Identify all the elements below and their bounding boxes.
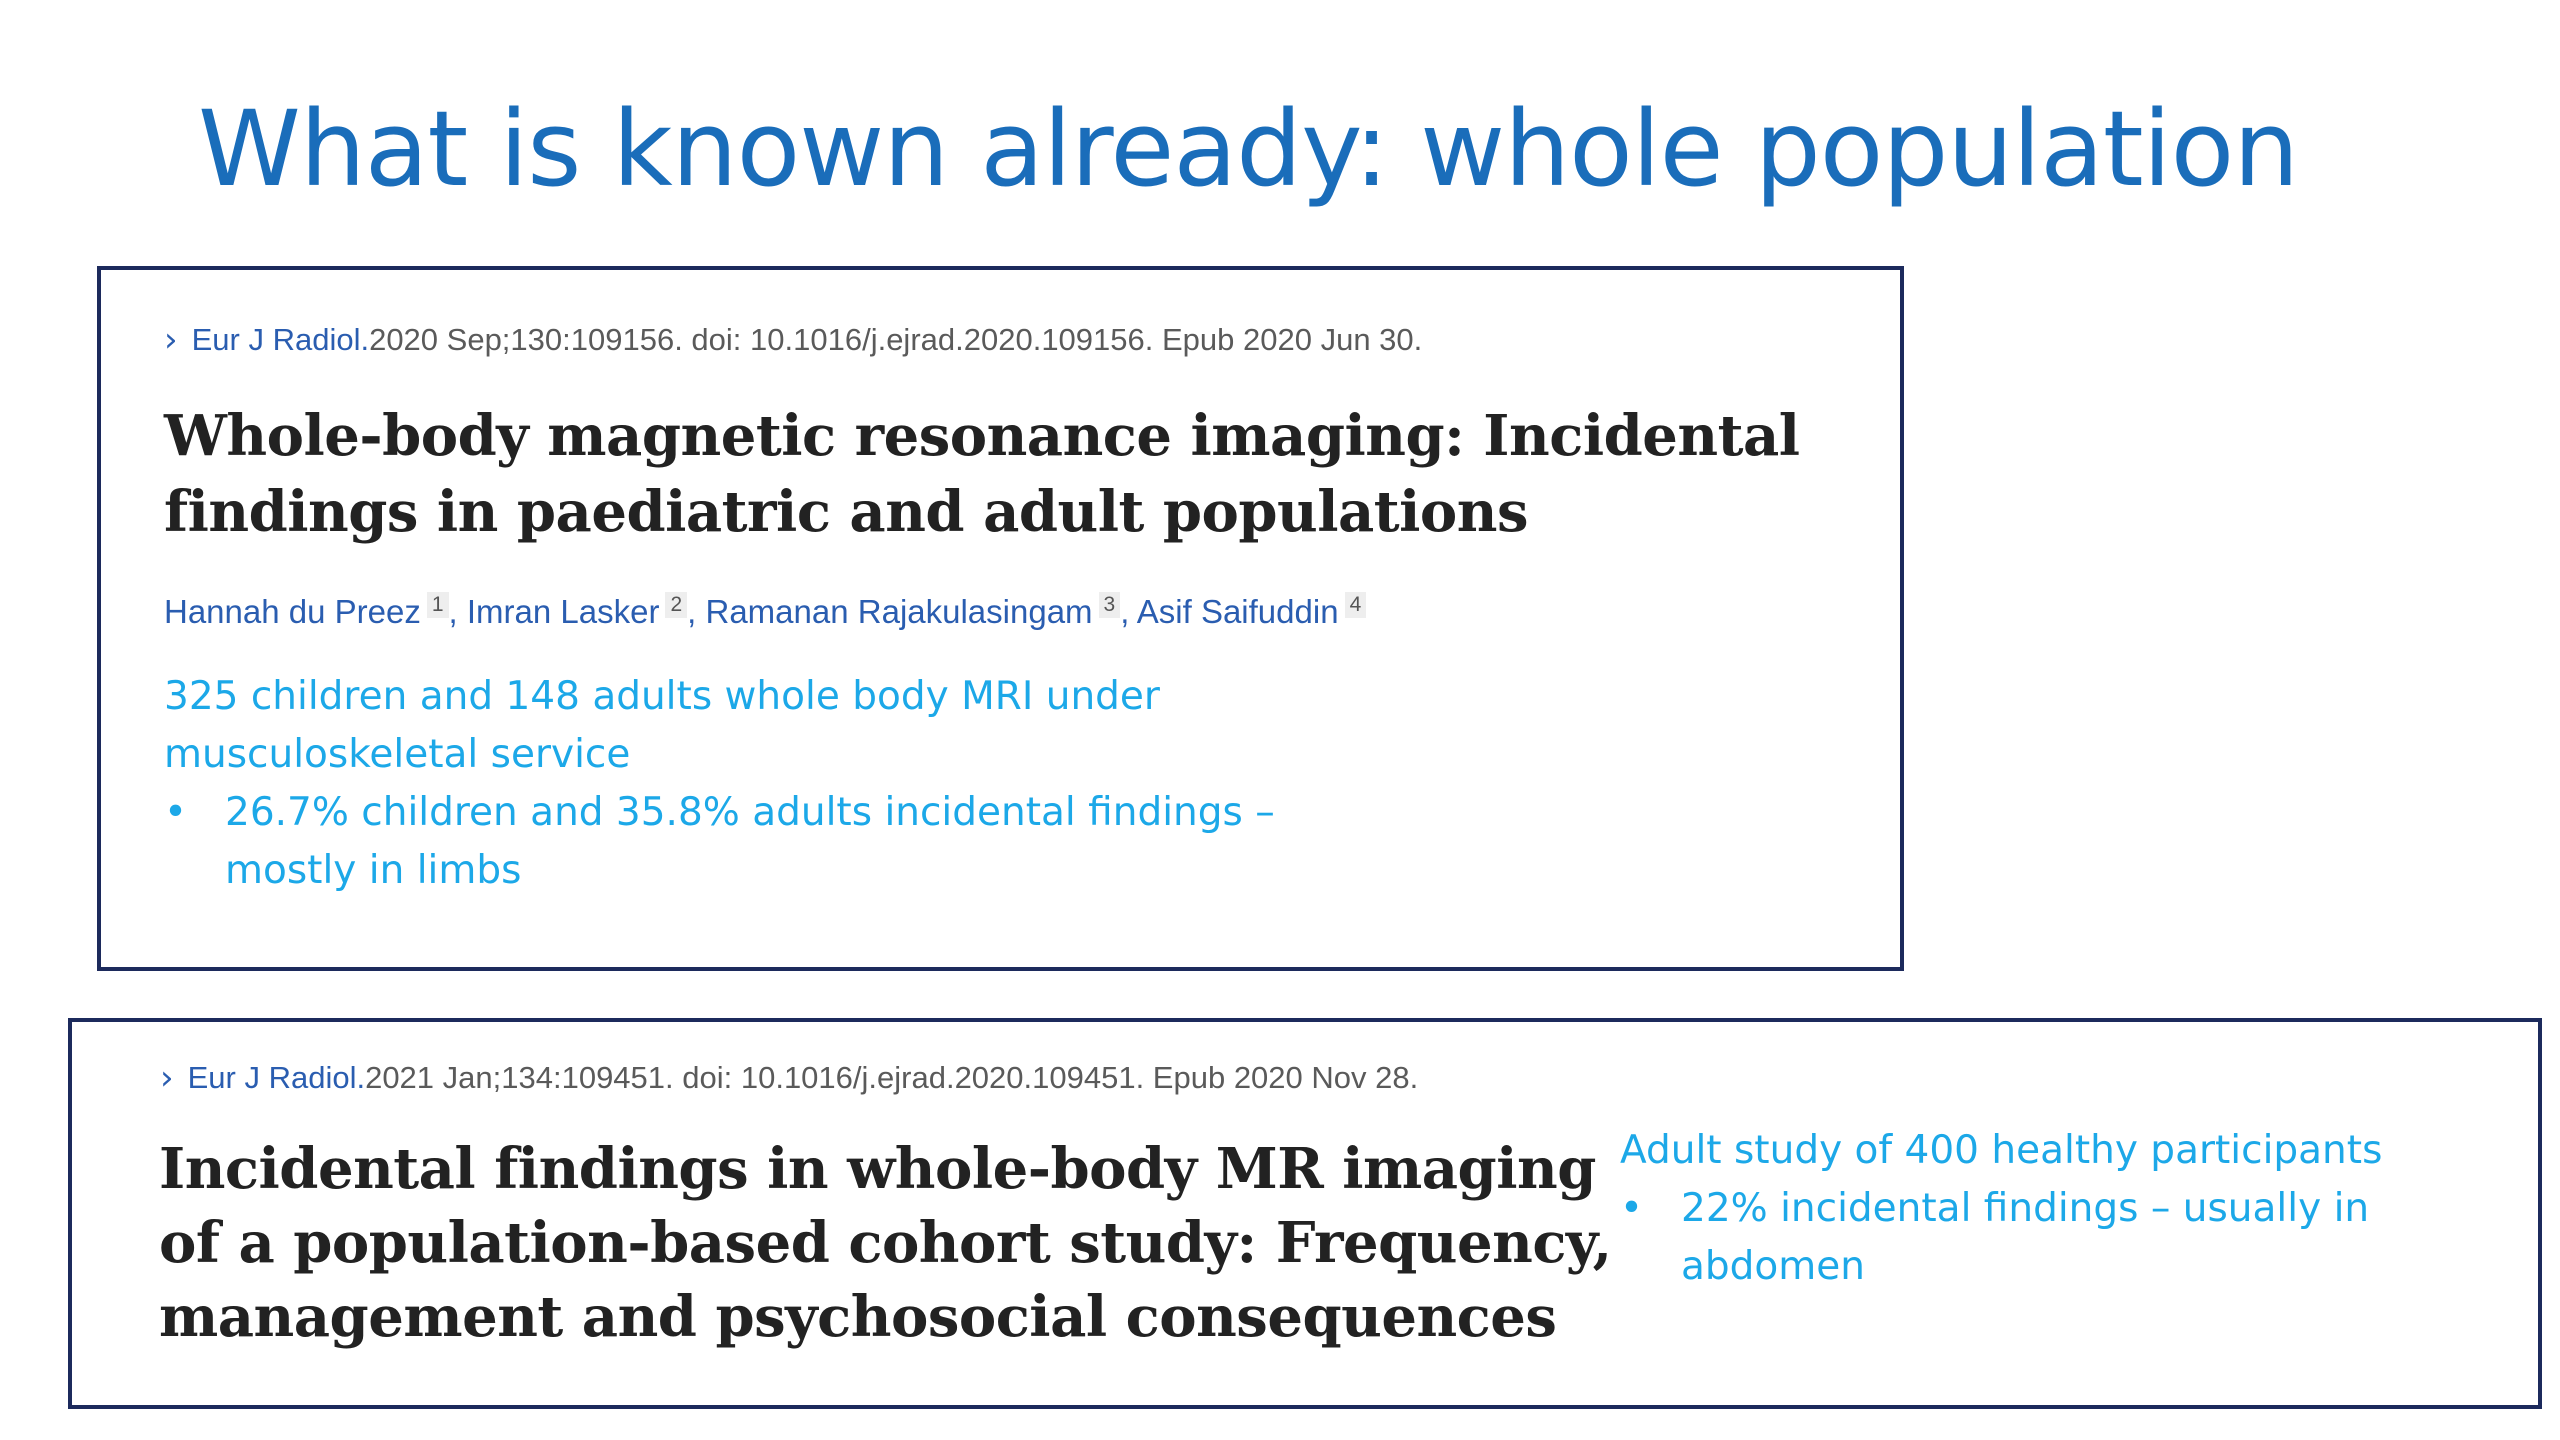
note-intro: 325 children and 148 adults whole body MRI under musculoskeletal service [164, 674, 1160, 777]
chevron-right-icon[interactable]: › [164, 320, 178, 360]
citation-details: 2020 Sep;130:109156. doi: 10.1016/j.ejrad.2020.109156. Epub 2020 Jun 30. [369, 322, 1423, 357]
paper-title: Whole-body magnetic resonance imaging: Incidental findings in paediatric and adult populations [164, 403, 1800, 545]
author-link[interactable]: Hannah du Preez [164, 593, 421, 630]
note-bullets [164, 784, 1364, 900]
bullet-dot: • [1620, 1186, 1644, 1231]
author-separator: , [448, 593, 467, 630]
summary-note [164, 668, 1364, 900]
chevron-right-icon[interactable]: › [160, 1058, 174, 1098]
author-list [164, 592, 1366, 631]
paper-card-2 [68, 1018, 2542, 1409]
citation-line [160, 1058, 1418, 1098]
citation-details: 2021 Jan;134:109451. doi: 10.1016/j.ejrad.2020.109451. Epub 2020 Nov 28. [365, 1060, 1419, 1095]
citation-line [164, 320, 1422, 360]
note-bullet-text: 22% incidental findings – usually in abdomen [1681, 1186, 2370, 1289]
note-bullets [1620, 1180, 2500, 1296]
note-bullet-item [164, 784, 1364, 900]
affiliation-badge[interactable]: 3 [1099, 592, 1121, 618]
affiliation-badge[interactable]: 4 [1345, 592, 1367, 618]
note-bullet-item [1620, 1180, 2500, 1296]
author-link[interactable]: Imran Lasker [466, 593, 660, 630]
slide-title: What is known already: whole population [198, 88, 2299, 210]
bullet-dot: • [164, 790, 188, 835]
affiliation-badge[interactable]: 1 [427, 592, 449, 618]
paper-card-1 [97, 266, 1904, 971]
journal-link[interactable]: Eur J Radiol. [191, 322, 370, 357]
author-link[interactable]: Asif Saifuddin [1136, 593, 1339, 630]
affiliation-badge[interactable]: 2 [665, 592, 687, 618]
note-intro: Adult study of 400 healthy participants [1620, 1128, 2383, 1173]
note-bullet-text: 26.7% children and 35.8% adults incidental findings – mostly in limbs [225, 790, 1275, 893]
paper-title: Incidental findings in whole-body MR imaging of a population-based cohort study: Frequency, management and psychosocial consequences [159, 1136, 1612, 1350]
author-separator: , [687, 593, 706, 630]
author-link[interactable]: Ramanan Rajakulasingam [705, 593, 1093, 630]
journal-link[interactable]: Eur J Radiol. [187, 1060, 366, 1095]
summary-note [1620, 1122, 2500, 1296]
author-separator: , [1120, 593, 1137, 630]
